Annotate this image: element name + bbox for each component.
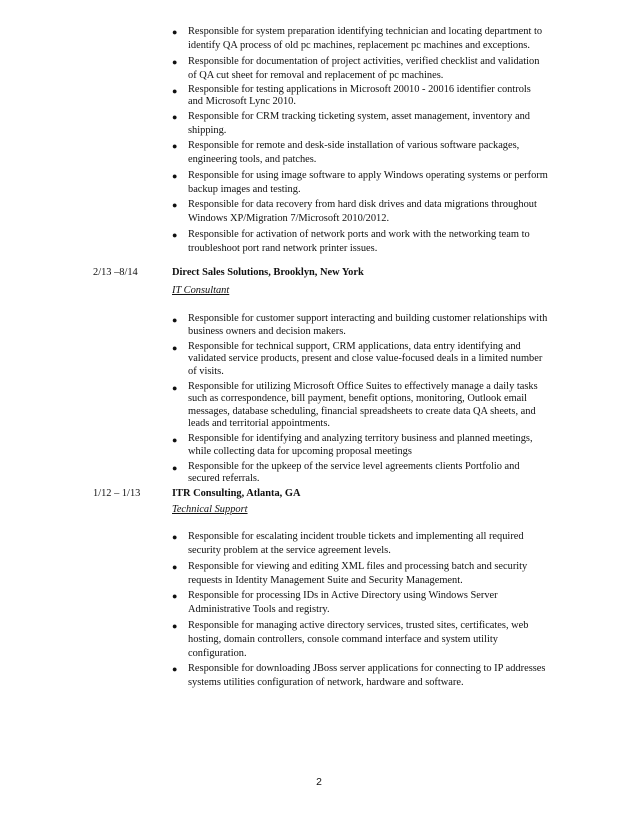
bullet-icon: ● — [172, 561, 178, 572]
previous-job-bullets — [172, 25, 548, 257]
bullet-icon: ● — [172, 435, 178, 446]
job-bullets — [172, 313, 548, 488]
bullet-icon: ● — [172, 111, 178, 122]
list-item: ● Responsible for testing applications in Microsoft 20010 - 20016 identifier controls and Microsoft Lync 2010. — [172, 84, 531, 107]
list-item: ● Responsible for viewing and editing XML files and processing batch and security requests in Identity Management Suite and Security Management. — [172, 560, 528, 586]
bullet-icon: ● — [172, 27, 178, 37]
bullet-icon: ● — [172, 56, 178, 67]
list-item: ● Responsible for identifying and analyzing territory business and planned meetings, while collecting data for upcoming proposal meetings — [172, 433, 533, 457]
list-item: ● Responsible for documentation of project activities, verified checklist and validation of QA cut sheet for removal and replacement of pc machines. — [172, 55, 540, 81]
list-item: ● Responsible for remote and desk-side installation of various software packages, engineering tools, and patches. — [172, 140, 520, 165]
job-title: Technical Support — [172, 504, 248, 515]
bullet-icon: ● — [172, 315, 178, 325]
list-item: ● Responsible for technical support, CRM applications, data entry identifying and validated service products, present and close value-focused deals in a limited number of visits. — [172, 340, 543, 377]
bullet-icon: ● — [172, 591, 178, 601]
list-item: ● Responsible for customer support interacting and building customer relationships with business owners and decision makers. — [172, 313, 548, 337]
bullet-icon: ● — [172, 462, 178, 473]
page-number: 2 — [316, 777, 322, 788]
list-item: ● Responsible for data recovery from hard disk drives and data migrations throughout Windows XP/Migration 7/Microsoft 2010/2012. — [172, 199, 537, 224]
list-item: ● Responsible for activation of network ports and work with the networking team to troubleshoot port rand network printer issues. — [172, 228, 530, 254]
list-item: ● Responsible for managing active directory services, trusted sites, certificates, web hosting, domain controllers, console command interface and system utility configuration. — [172, 619, 529, 659]
job-dates: 2/13 –8/14 — [93, 267, 138, 278]
job-dates: 1/12 – 1/13 — [93, 488, 141, 499]
bullet-icon: ● — [172, 664, 178, 674]
company-name: ITR Consulting, Atlanta, GA — [172, 488, 301, 499]
bullet-icon: ● — [172, 170, 178, 181]
bullet-icon: ● — [172, 532, 178, 542]
company-name: Direct Sales Solutions, Brooklyn, New York — [172, 267, 364, 278]
bullet-icon: ● — [172, 229, 178, 240]
list-item: ● Responsible for using image software to apply Windows operating systems or perform backup images and testing. — [172, 169, 548, 195]
list-item: ● Responsible for CRM tracking ticketing system, asset management, inventory and shipping. — [172, 110, 530, 136]
bullet-icon: ● — [172, 382, 178, 393]
list-item: ● Responsible for the upkeep of the service level agreements clients Portfolio and secured referrals. — [172, 460, 520, 485]
list-item: ● Responsible for system preparation identifying technician and locating department to identify QA process of old pc machines, replacement pc machines and exceptions. — [172, 26, 543, 51]
list-item: ● Responsible for utilizing Microsoft Office Suites to effectively manage a daily tasks such as correspondence, bill payment, benefit options, monitoring, Outlook email messages, database scheduling, financial spreadsheets to create data QA sheets, and leads and territorial appointments. — [172, 380, 538, 430]
list-item: ● Responsible for downloading JBoss server applications for connecting to IP addresses systems utilities configuration of network, hardware and software. — [172, 663, 546, 688]
job-bullets — [172, 530, 548, 692]
bullet-icon: ● — [172, 200, 178, 210]
list-item: ● Responsible for escalating incident trouble tickets and implementing all required security problem at the service agreement levels. — [172, 531, 524, 556]
job-title: IT Consultant — [172, 285, 230, 296]
bullet-icon: ● — [172, 141, 178, 151]
bullet-icon: ● — [172, 86, 178, 96]
bullet-icon: ● — [172, 342, 178, 353]
bullet-icon: ● — [172, 620, 178, 631]
list-item: ● Responsible for processing IDs in Active Directory using Windows Server Administrative Tools and registry. — [172, 590, 498, 615]
